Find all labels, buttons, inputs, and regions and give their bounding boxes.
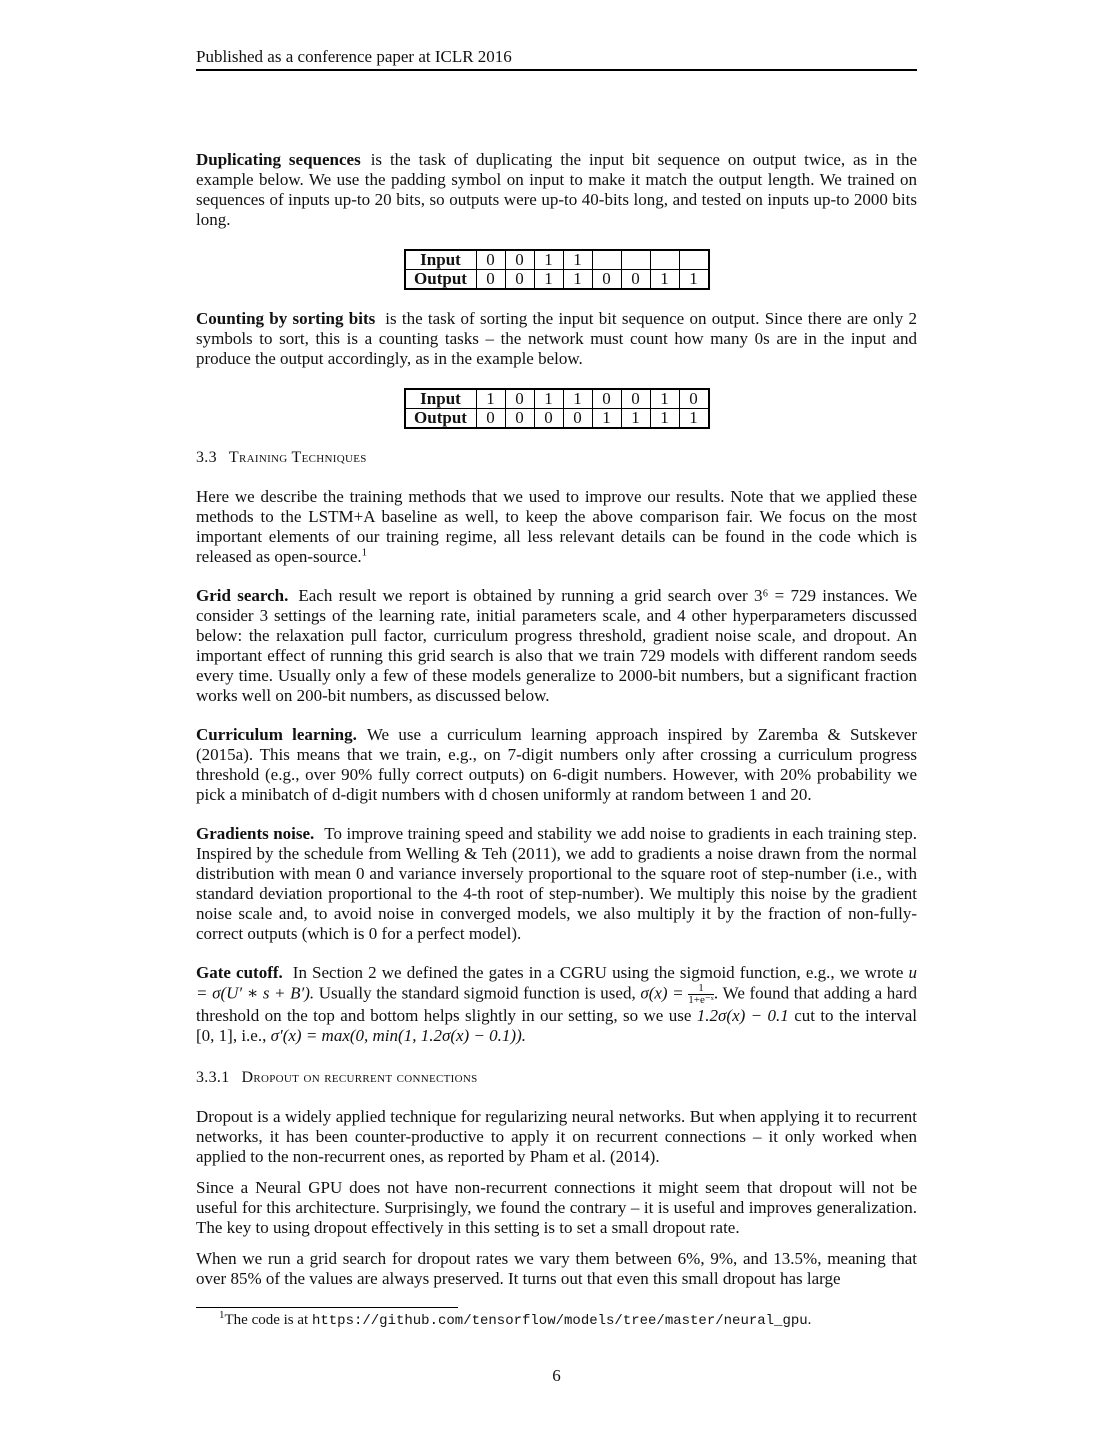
bit-cell: 0 bbox=[592, 389, 621, 409]
bit-cell: 1 bbox=[534, 389, 563, 409]
bit-cell: 1 bbox=[650, 389, 679, 409]
bit-cell: 0 bbox=[505, 250, 534, 270]
bit-cell: 1 bbox=[563, 389, 592, 409]
footnote-marker: 1 bbox=[361, 546, 368, 559]
count-paragraph bbox=[196, 309, 917, 369]
dup-title: Duplicating sequences bbox=[196, 150, 361, 169]
count-body: is the task of sorting the input bit sequence on output. Since there are only 2 symbols to sort, this is a counting tasks – the network must count how many 0s are in the input and produce the output accordingly, as in the example below. bbox=[196, 309, 918, 368]
bit-cell: 0 bbox=[476, 250, 505, 270]
grid-body-a: Each result we report is obtained by running a grid search over bbox=[298, 586, 748, 605]
gate-paragraph bbox=[196, 963, 917, 1046]
bit-cell bbox=[621, 250, 650, 270]
row-label: Input bbox=[405, 250, 477, 270]
page-number: 6 bbox=[552, 1366, 561, 1385]
count-table bbox=[404, 388, 710, 429]
table-row bbox=[405, 389, 709, 409]
bit-cell: 1 bbox=[563, 270, 592, 290]
section-title: Dropout on recurrent connections bbox=[241, 1069, 478, 1086]
curriculum-body: We use a curriculum learning approach inspired by Zaremba & Sutskever (2015a). This means that we train, e.g., on 7-digit numbers only after crossing a curriculum progress threshold (e.g., over 90% fully correct outputs) on 6-digit numbers. However, with 20% probability we pick a minibatch of d-digit numbers with d chosen uniformly at random between 1 and 20. bbox=[196, 725, 917, 804]
footnote-text: The code is at bbox=[224, 1312, 312, 1328]
bit-cell bbox=[650, 250, 679, 270]
main-content bbox=[196, 150, 917, 1289]
table-row bbox=[405, 409, 709, 429]
section-number: 3.3 bbox=[196, 449, 217, 466]
gate-body-e: , i.e., bbox=[232, 1026, 267, 1045]
bit-cell: 1 bbox=[679, 409, 709, 429]
row-label: Input bbox=[405, 389, 477, 409]
gate-math-b: σ(x) = bbox=[640, 983, 684, 1003]
noise-paragraph bbox=[196, 824, 917, 944]
intro-paragraph bbox=[196, 487, 917, 567]
dup-table bbox=[404, 249, 710, 290]
bit-cell: 1 bbox=[679, 270, 709, 290]
bit-cell: 1 bbox=[650, 409, 679, 429]
intro-body: Here we describe the training methods that we used to improve our results. Note that we applied these methods to the LSTM+A baseline as well, to keep the above comparison fair. We focus on the most important elements of our training regime, all less relevant details can be found in the code which is released as open-source. bbox=[196, 487, 917, 566]
bit-cell: 1 bbox=[592, 409, 621, 429]
footnote-rule bbox=[196, 1307, 458, 1308]
bit-cell bbox=[592, 250, 621, 270]
running-header: Published as a conference paper at ICLR 2016 bbox=[196, 46, 917, 71]
bit-cell: 0 bbox=[505, 389, 534, 409]
gate-math-e: σ′(x) = max(0, min(1, 1.2σ(x) − 0.1)). bbox=[270, 1026, 526, 1045]
footnote-url[interactable]: https://github.com/tensorflow/models/tree/master/neural_gpu bbox=[311, 1313, 808, 1329]
dropout-paragraph-2: Since a Neural GPU does not have non-recurrent connections it might seem that dropout will not be useful for this architecture. Surprisingly, we found the contrary – it is useful and improves generalization. The key to using dropout effectively in this setting is to set a small dropout rate. bbox=[196, 1178, 917, 1237]
row-label: Output bbox=[405, 270, 477, 290]
gate-body-d: cut to the interval bbox=[794, 1006, 918, 1025]
curriculum-paragraph bbox=[196, 725, 917, 805]
bit-cell bbox=[679, 250, 709, 270]
bit-cell: 0 bbox=[476, 270, 505, 290]
bit-cell: 0 bbox=[563, 409, 592, 429]
gate-math-d: [0, 1] bbox=[196, 1026, 233, 1045]
bit-cell: 0 bbox=[534, 409, 563, 429]
count-title: Counting by sorting bits bbox=[196, 309, 376, 328]
curriculum-title: Curriculum learning. bbox=[196, 725, 357, 744]
row-label: Output bbox=[405, 409, 477, 429]
bit-cell: 0 bbox=[476, 409, 505, 429]
section-heading-3-3-1 bbox=[196, 1068, 917, 1088]
bit-cell: 1 bbox=[534, 250, 563, 270]
gate-body-b: Usually the standard sigmoid function is used, bbox=[318, 983, 636, 1003]
bit-cell: 0 bbox=[679, 389, 709, 409]
grid-math: 3⁶ = 729 bbox=[753, 586, 816, 605]
sigmoid-fraction bbox=[688, 983, 714, 1006]
bit-cell: 0 bbox=[621, 389, 650, 409]
gate-title: Gate cutoff. bbox=[196, 963, 283, 982]
footnote-mark: 1 bbox=[219, 1309, 225, 1321]
bit-cell: 0 bbox=[505, 270, 534, 290]
dup-paragraph bbox=[196, 150, 917, 230]
bit-cell: 0 bbox=[621, 270, 650, 290]
dup-body: is the task of duplicating the input bit sequence on output twice, as in the example below. We use the padding symbol on input to make it match the output length. We trained on sequences of inputs up-to 20 bits, so outputs were up-to 40-bits long, and tested on inputs up-to 2000 bits long. bbox=[196, 150, 918, 229]
footnote bbox=[219, 1311, 811, 1330]
grid-title: Grid search. bbox=[196, 586, 289, 605]
bit-cell: 0 bbox=[592, 270, 621, 290]
fraction-numerator: 1 bbox=[688, 983, 714, 995]
dropout-paragraph-1: Dropout is a widely applied technique for regularizing neural networks. But when applying it to recurrent networks, it has been counter-productive to apply it on recurrent connections – it only worked when applied to the non-recurrent ones, as reported by Pham et al. (2014). bbox=[196, 1107, 917, 1166]
footnote-end: . bbox=[807, 1312, 812, 1328]
grid-paragraph bbox=[196, 586, 917, 706]
grid-body-b: instances. We consider 3 settings of the learning rate, initial parameters scale, and 4 other hyperparameters discussed below: the relaxation pull factor, curriculum progress threshold, gradient noise scale, and dropout. An important effect of running this grid search is also that we train 729 models with different random seeds every time. Usually only a few of these models generalize to 2000-bit numbers, but a significant fraction works well on 200-bit numbers, as discussed below. bbox=[196, 586, 918, 705]
bit-cell: 1 bbox=[476, 389, 505, 409]
dropout-paragraph-3: When we run a grid search for dropout rates we vary them between 6%, 9%, and 13.5%, meaning that over 85% of the values are always preserved. It turns out that even this small dropout has large bbox=[196, 1249, 917, 1288]
table-row bbox=[405, 270, 709, 290]
bit-cell: 0 bbox=[505, 409, 534, 429]
gate-body-c: . We found that adding a hard threshold on the top and bottom helps slightly in our setting, so we use bbox=[196, 983, 918, 1025]
bit-cell: 1 bbox=[621, 409, 650, 429]
noise-title: Gradients noise. bbox=[196, 824, 315, 843]
bit-cell: 1 bbox=[563, 250, 592, 270]
section-title: Training Techniques bbox=[228, 449, 367, 466]
noise-body: To improve training speed and stability we add noise to gradients in each training step. Inspired by the schedule from Welling & Teh (2011), we add to gradients a noise drawn from the normal distribution with mean 0 and variance inversely proportional to the square root of step-number (i.e., with standard deviation proportional to the 4-th root of step-number). We multiply this noise by the gradient noise scale and, to avoid noise in converged models, we also multiply it by the fraction of non-fully-correct outputs (which is 0 for a perfect model). bbox=[196, 824, 917, 943]
gate-math-a: u = σ(U′ ∗ s + B′). bbox=[196, 963, 917, 1003]
fraction-denominator: 1+e⁻ˣ bbox=[688, 994, 714, 1006]
bit-cell: 1 bbox=[650, 270, 679, 290]
table-row bbox=[405, 250, 709, 270]
section-heading-3-3 bbox=[196, 448, 917, 468]
gate-math-c: 1.2σ(x) − 0.1 bbox=[696, 1006, 789, 1025]
section-number: 3.3.1 bbox=[196, 1069, 230, 1086]
bit-cell: 1 bbox=[534, 270, 563, 290]
gate-body-a: In Section 2 we defined the gates in a CGRU using the sigmoid function, e.g., we wrote bbox=[292, 963, 904, 982]
